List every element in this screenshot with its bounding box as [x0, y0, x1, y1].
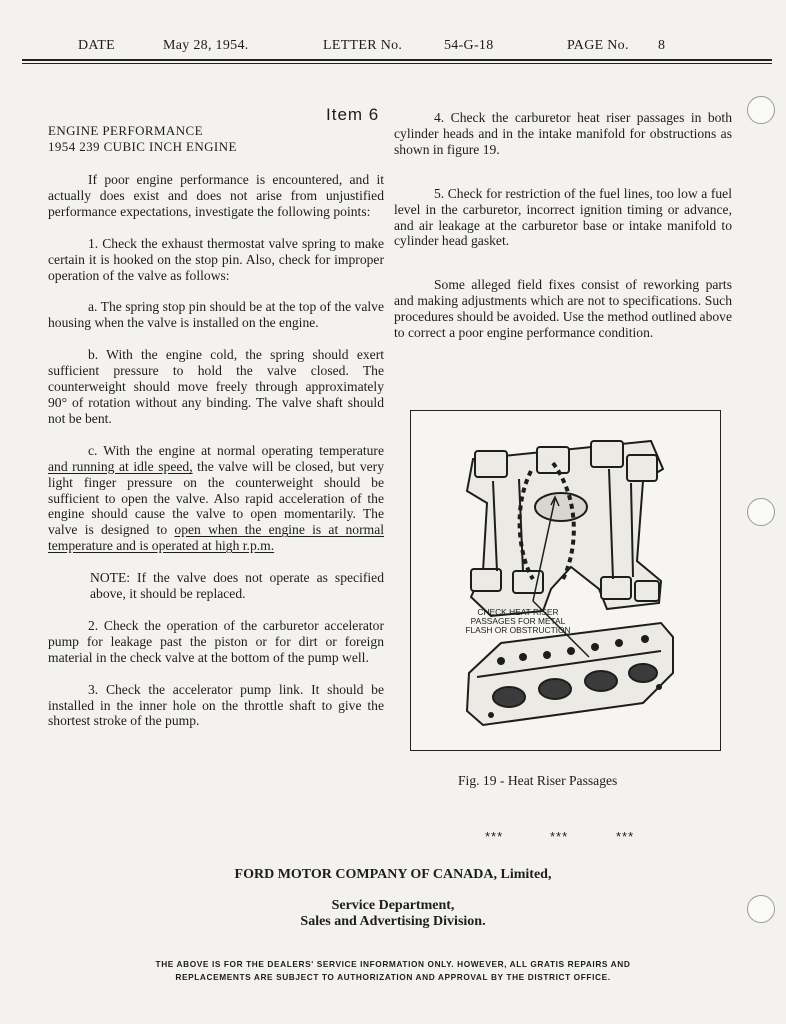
figure-caption: Fig. 19 - Heat Riser Passages [458, 773, 618, 788]
separator-stars-3: *** [616, 829, 635, 844]
letter-label: LETTER No. [323, 38, 403, 53]
step-5-paragraph: 5. Check for restriction of the fuel lines, too low a fuel level in the carburetor, incorrect ignition timing or advance, and air leakage at the carburetor base or intake manifold to cylinder head gasket. [394, 185, 732, 249]
department-line-1: Service Department, [331, 898, 455, 913]
footer-line-1: THE ABOVE IS FOR THE DEALERS' SERVICE INFORMATION ONLY. HOWEVER, ALL GRATIS REPAIRS AND [155, 959, 631, 969]
company-name: FORD MOTOR COMPANY OF CANADA, Limited, [234, 867, 552, 882]
step-1c-text-2: the valve will be closed, but very light finger pressure on the counterweight should be sufficient to open the valve. Also rapid acceleration of the engine should cause the valve to open momentarily. The valve is designed to [48, 458, 384, 538]
page-number: 8 [658, 38, 666, 53]
intro-paragraph: If poor engine performance is encountered, and it actually does exist and does not arise from unjustified performance expectations, investigate the following points: [48, 172, 384, 219]
step-2-paragraph: 2. Check the operation of the carburetor accelerator pump for leakage past the piston or for dirt or foreign material in the check valve at the bottom of the pump well. [48, 617, 384, 665]
step-4-paragraph: 4. Check the carburetor heat riser passages in both cylinder heads and in the intake manifold for obstructions as shown in figure 19. [394, 110, 732, 157]
step-1c-paragraph [48, 443, 384, 554]
date-value: May 28, 1954. [163, 38, 249, 53]
step-1b-paragraph: b. With the engine cold, the spring should exert sufficient pressure to hold the valve closed. The counterweight should move freely through approximately 90° of rotation without any binding. The valve shaft should not be bent. [48, 347, 384, 426]
header-rule-thin [22, 63, 772, 64]
header-rule [22, 59, 772, 61]
step-1c-text-1: c. With the engine at normal operating temperature [88, 442, 384, 458]
heat-riser-illustration [411, 411, 720, 750]
figure-callout-line1: CHECK HEAT RISER [477, 607, 559, 617]
figure-19 [410, 410, 721, 751]
step-1c-underline-1: and running at idle speed, [48, 458, 193, 474]
step-1a-paragraph: a. The spring stop pin should be at the top of the valve housing when the valve is installed on the engine. [48, 299, 384, 331]
section-title: ENGINE PERFORMANCE [48, 123, 203, 138]
step-1-paragraph: 1. Check the exhaust thermostat valve spring to make certain it is hooked on the stop pin. Also, check for improper operation of the valve as follows: [48, 235, 384, 283]
right-column [394, 110, 732, 341]
step-1c-underline-2: open when the engine is at normal temperature and is operated at high r.p.m. [48, 522, 384, 554]
binder-hole-top [747, 96, 775, 124]
figure-callout-line3: FLASH OR OBSTRUCTION [465, 625, 571, 635]
section-subtitle: 1954 239 CUBIC INCH ENGINE [48, 139, 237, 154]
binder-hole-middle [747, 498, 775, 526]
left-column [48, 172, 384, 729]
footer-line-2: REPLACEMENTS ARE SUBJECT TO AUTHORIZATION AND APPROVAL BY THE DISTRICT OFFICE. [175, 971, 611, 982]
separator-stars-2: *** [550, 829, 569, 844]
field-fixes-paragraph: Some alleged field fixes consist of reworking parts and making adjustments which are not to specifications. Such procedures should be avoided. Use the method outlined above to correct a poor engine performance condition. [394, 277, 732, 341]
page-label: PAGE No. [567, 38, 629, 53]
figure-callout-line2: PASSAGES FOR METAL [470, 616, 566, 626]
item-label: Item 6 [326, 105, 380, 124]
binder-hole-bottom [747, 895, 775, 923]
separator-stars-1: *** [485, 829, 504, 844]
note-paragraph: NOTE: If the valve does not operate as specified above, it should be replaced. [90, 570, 384, 602]
department-block [0, 898, 786, 930]
letter-value: 54-G-18 [444, 38, 494, 53]
department-line-2: Sales and Advertising Division. [300, 914, 486, 929]
step-3-paragraph: 3. Check the accelerator pump link. It should be installed in the inner hole on the throttle shaft to give the shortest stroke of the pump. [48, 681, 384, 729]
footer-disclaimer [0, 958, 786, 983]
date-label: DATE [78, 38, 115, 53]
